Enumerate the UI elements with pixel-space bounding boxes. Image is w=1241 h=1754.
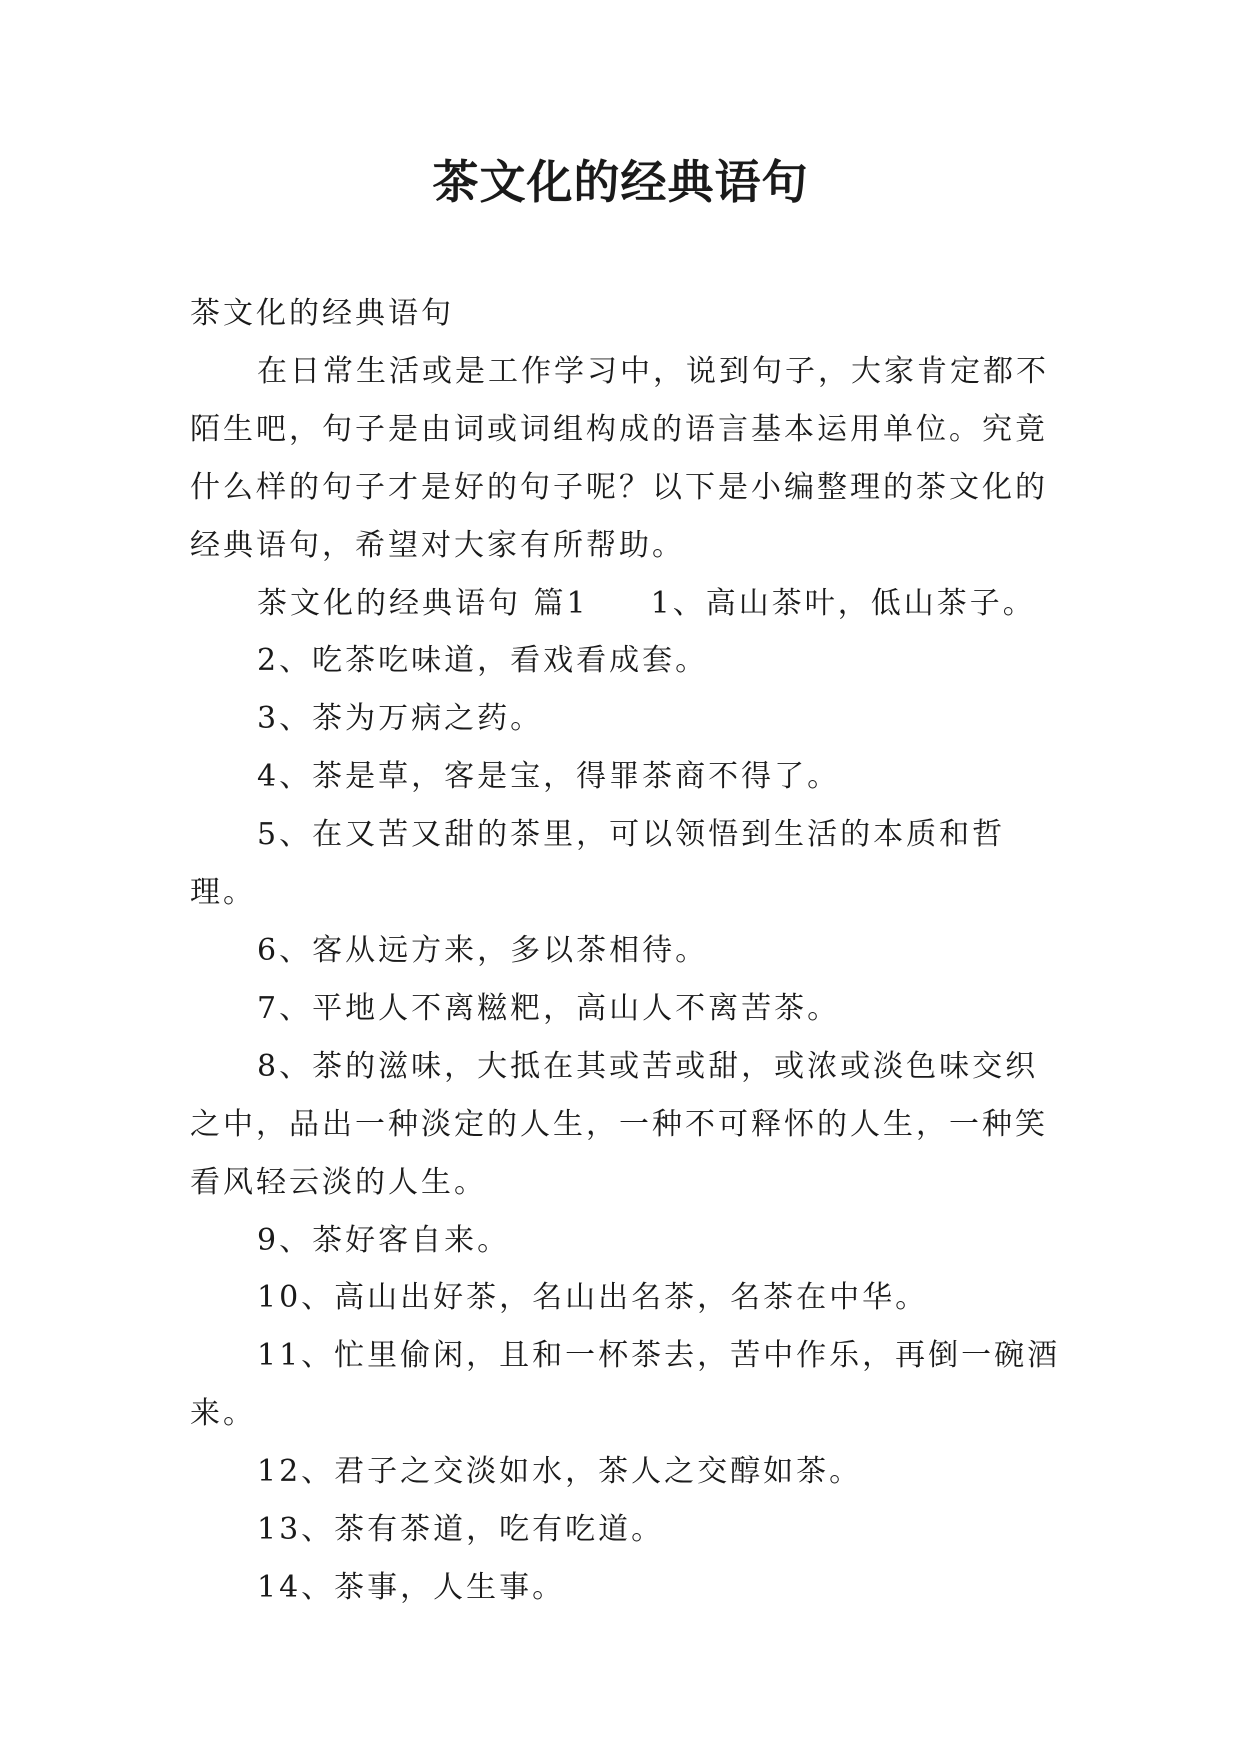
list-item: 11、忙里偷闲，且和一杯茶去，苦中作乐，再倒一碗酒来。	[190, 1338, 1061, 1432]
list-item: 9、茶好客自来。	[257, 1222, 511, 1258]
list-item: 13、茶有茶道，吃有吃道。	[257, 1512, 665, 1548]
section-heading: 茶文化的经典语句 篇1	[257, 585, 589, 621]
list-item: 12、君子之交淡如水，茶人之交醇如茶。	[257, 1454, 863, 1490]
list-item: 10、高山出好茶，名山出名茶，名茶在中华。	[257, 1280, 929, 1316]
list-item: 14、茶事，人生事。	[257, 1569, 566, 1605]
list-item: 2、吃茶吃味道，看戏看成套。	[257, 643, 709, 679]
list-item: 3、茶为万病之药。	[257, 701, 544, 737]
document-body	[190, 285, 1070, 1617]
subtitle: 茶文化的经典语句	[190, 296, 454, 331]
list-item: 7、平地人不离糍粑，高山人不离苦茶。	[257, 990, 841, 1026]
list-item: 4、茶是草，客是宝，得罪茶商不得了。	[257, 759, 841, 795]
document-title: 茶文化的经典语句	[432, 155, 809, 209]
list-item: 8、茶的滋味，大抵在其或苦或甜，或浓或淡色味交织之中，品出一种淡定的人生，一种不可释怀的人生，一种笑看风轻云淡的人生。	[190, 1048, 1048, 1200]
list-item: 5、在又苦又甜的茶里，可以领悟到生活的本质和哲理。	[190, 817, 1006, 911]
list-item: 6、客从远方来，多以茶相待。	[257, 932, 709, 968]
first-item: 1、高山茶叶，低山茶子。	[650, 585, 1036, 621]
section-heading-line	[190, 575, 1070, 633]
intro-paragraph: 在日常生活或是工作学习中，说到句子，大家肯定都不陌生吧，句子是由词或词组构成的语言基本运用单位。究竟什么样的句子才是好的句子呢？以下是小编整理的茶文化的经典语句，希望对大家有所帮助。	[190, 353, 1049, 563]
